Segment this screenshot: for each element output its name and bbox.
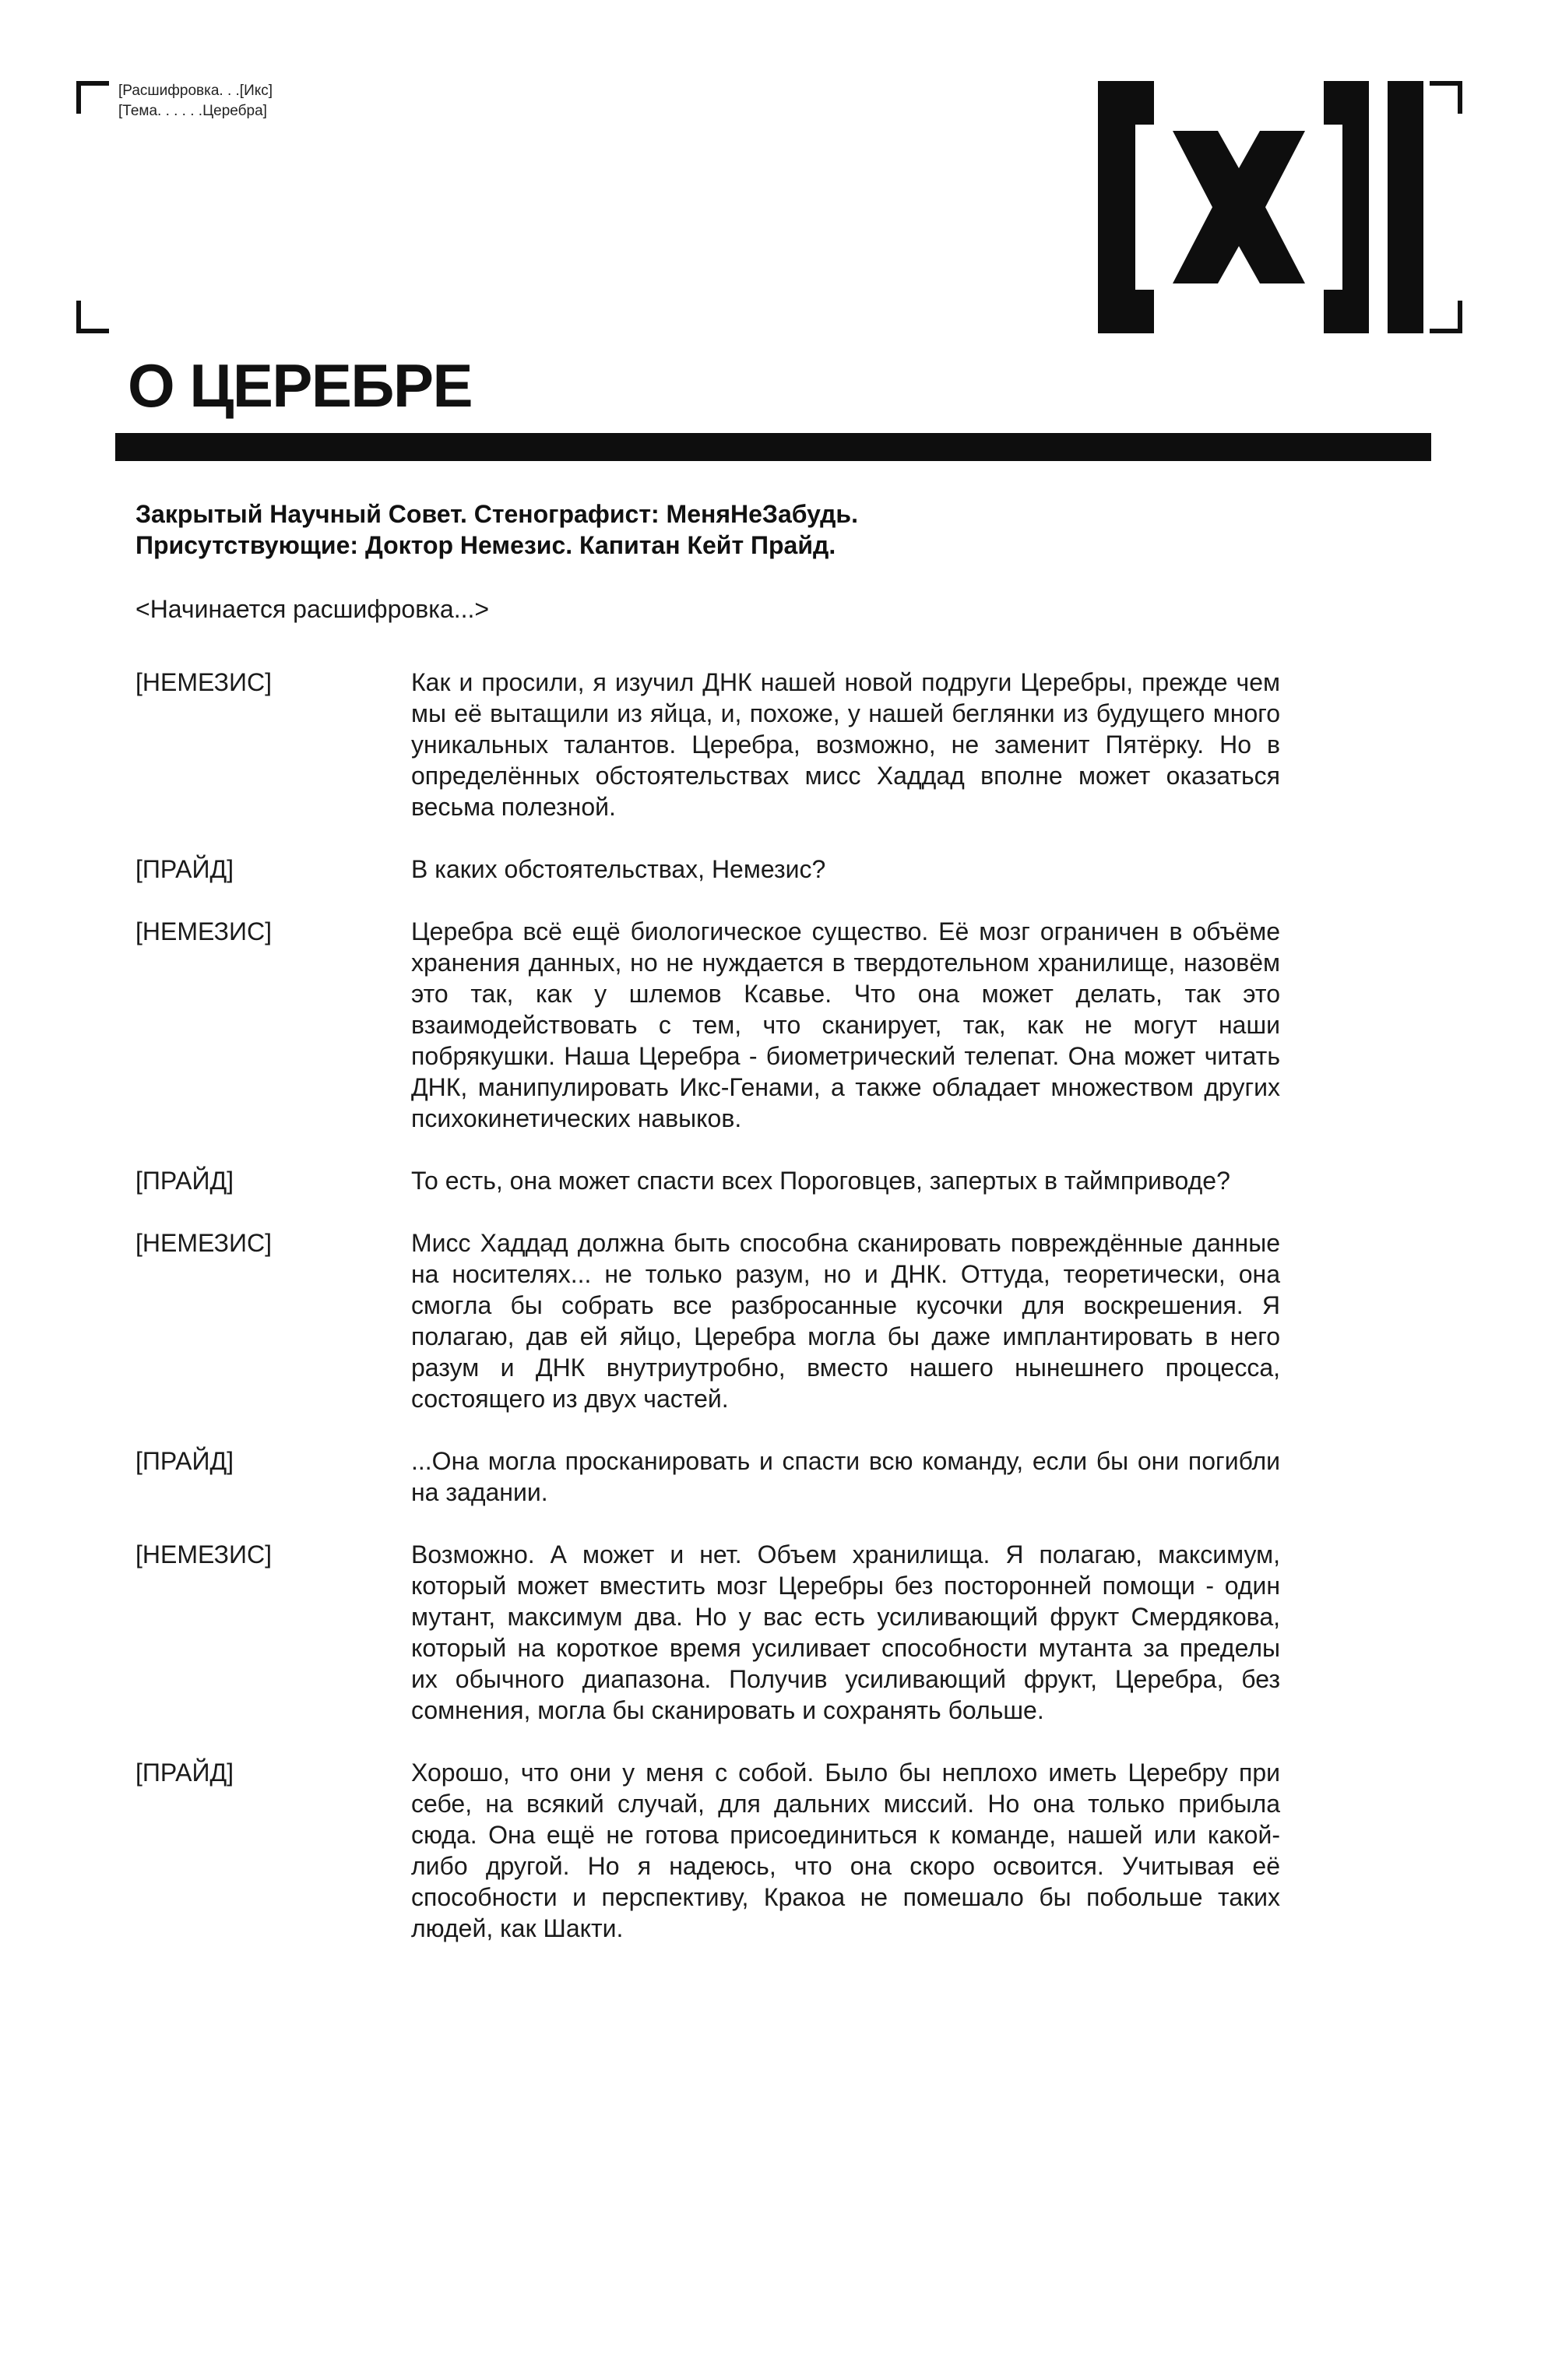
meta-subject-line: [Тема. . . . . .Церебра] bbox=[118, 103, 267, 119]
meta-transcript-line: [Расшифровка. . .[Икс] bbox=[118, 83, 273, 99]
transcript-body bbox=[135, 667, 1280, 1975]
speaker-label: [ПРАЙД] bbox=[135, 1167, 234, 1195]
speaker-label: [ПРАЙД] bbox=[135, 855, 234, 883]
speaker-label: [НЕМЕЗИС] bbox=[135, 1229, 272, 1257]
transcript-entry bbox=[135, 1445, 1280, 1508]
title-underline-bar bbox=[115, 433, 1431, 461]
speaker-label: [НЕМЕЗИС] bbox=[135, 668, 272, 696]
transcript-entry bbox=[135, 1539, 1280, 1726]
speech-text: Мисс Хаддад должна быть способна сканировать повреждённые данные на носителях... не только разум, но и ДНК. Оттуда, теоретически, она смогла бы собрать все разбросанные кусочки для воскрешения. Я полагаю, дав ей яйцо, Церебра могла бы даже имплантировать в него разум и ДНК внутриутробно, вместо нашего нынешнего процесса, состоящего из двух частей. bbox=[411, 1229, 1280, 1413]
session-attendees-line: Присутствующие: Доктор Немезис. Капитан Кейт Прайд. bbox=[135, 531, 836, 559]
transcript-entry bbox=[135, 916, 1280, 1134]
speaker-label: [ПРАЙД] bbox=[135, 1759, 234, 1787]
speech-text: Церебра всё ещё биологическое существо. Её мозг ограничен в объёме хранения данных, но не нуждается в твердотельном хранилище, назовём это так, как у шлемов Ксавье. Что она может делать, так это взаимодействовать с тем, что сканирует, так, как не могут наши побрякушки. Наша Церебра - биометрический телепат. Она может читать ДНК, манипулировать Икс-Генами, а также обладает множеством других психокинетических навыков. bbox=[411, 917, 1280, 1132]
speech-text: Возможно. А может и нет. Объем хранилища. Я полагаю, максимум, который может вместить мозг Церебры без посторонней помощи - один мутант, максимум два. Но у вас есть усиливающий фрукт Смердякова, который на короткое время усиливает способности мутанта за пределы их обычного диапазона. Получив усиливающий фрукт, Церебра, без сомнения, могла бы сканировать и сохранять больше. bbox=[411, 1540, 1280, 1724]
speaker-label: [НЕМЕЗИС] bbox=[135, 1540, 272, 1568]
speech-text: Как и просили, я изучил ДНК нашей новой подруги Церебры, прежде чем мы её вытащили из яйца, и, похоже, у нашей беглянки из будущего много уникальных талантов. Церебра, возможно, не заменит Пятёрку. Но в определённых обстоятельствах мисс Хаддад вполне может оказаться весьма полезной. bbox=[411, 668, 1280, 821]
transcript-entry bbox=[135, 1757, 1280, 1944]
session-council-line: Закрытый Научный Совет. Стенографист: МеняНеЗабудь. bbox=[135, 500, 858, 528]
transcript-entry bbox=[135, 1227, 1280, 1414]
document-meta bbox=[118, 81, 273, 121]
corner-bracket-bottom-right bbox=[1430, 301, 1462, 333]
transcript-begins-line: <Начинается расшифровка...> bbox=[135, 595, 490, 623]
x-logo-icon bbox=[1098, 81, 1423, 333]
speaker-label: [ПРАЙД] bbox=[135, 1447, 234, 1475]
session-header bbox=[135, 498, 1303, 561]
transcript-entry bbox=[135, 667, 1280, 822]
transcript-entry bbox=[135, 1165, 1280, 1196]
speech-text: В каких обстоятельствах, Немезис? bbox=[411, 855, 826, 883]
speaker-label: [НЕМЕЗИС] bbox=[135, 917, 272, 945]
speech-text: То есть, она может спасти всех Пороговцев, запертых в таймприводе? bbox=[411, 1167, 1230, 1195]
corner-bracket-bottom-left bbox=[76, 301, 109, 333]
transcript-entry bbox=[135, 854, 1280, 885]
page-title: О ЦЕРЕБРЕ bbox=[128, 351, 473, 420]
corner-bracket-top-right bbox=[1430, 81, 1462, 114]
speech-text: ...Она могла просканировать и спасти всю команду, если бы они погибли на задании. bbox=[411, 1447, 1280, 1506]
speech-text: Хорошо, что они у меня с собой. Было бы неплохо иметь Церебру при себе, на всякий случай, для дальних миссий. Но она только прибыла сюда. Она ещё не готова присоединиться к команде, нашей или какой-либо другой. Но я надеюсь, что она скоро освоится. Учитывая её способности и перспективу, Кракоа не помешало бы побольше таких людей, как Шакти. bbox=[411, 1759, 1280, 1942]
corner-bracket-top-left bbox=[76, 81, 109, 114]
